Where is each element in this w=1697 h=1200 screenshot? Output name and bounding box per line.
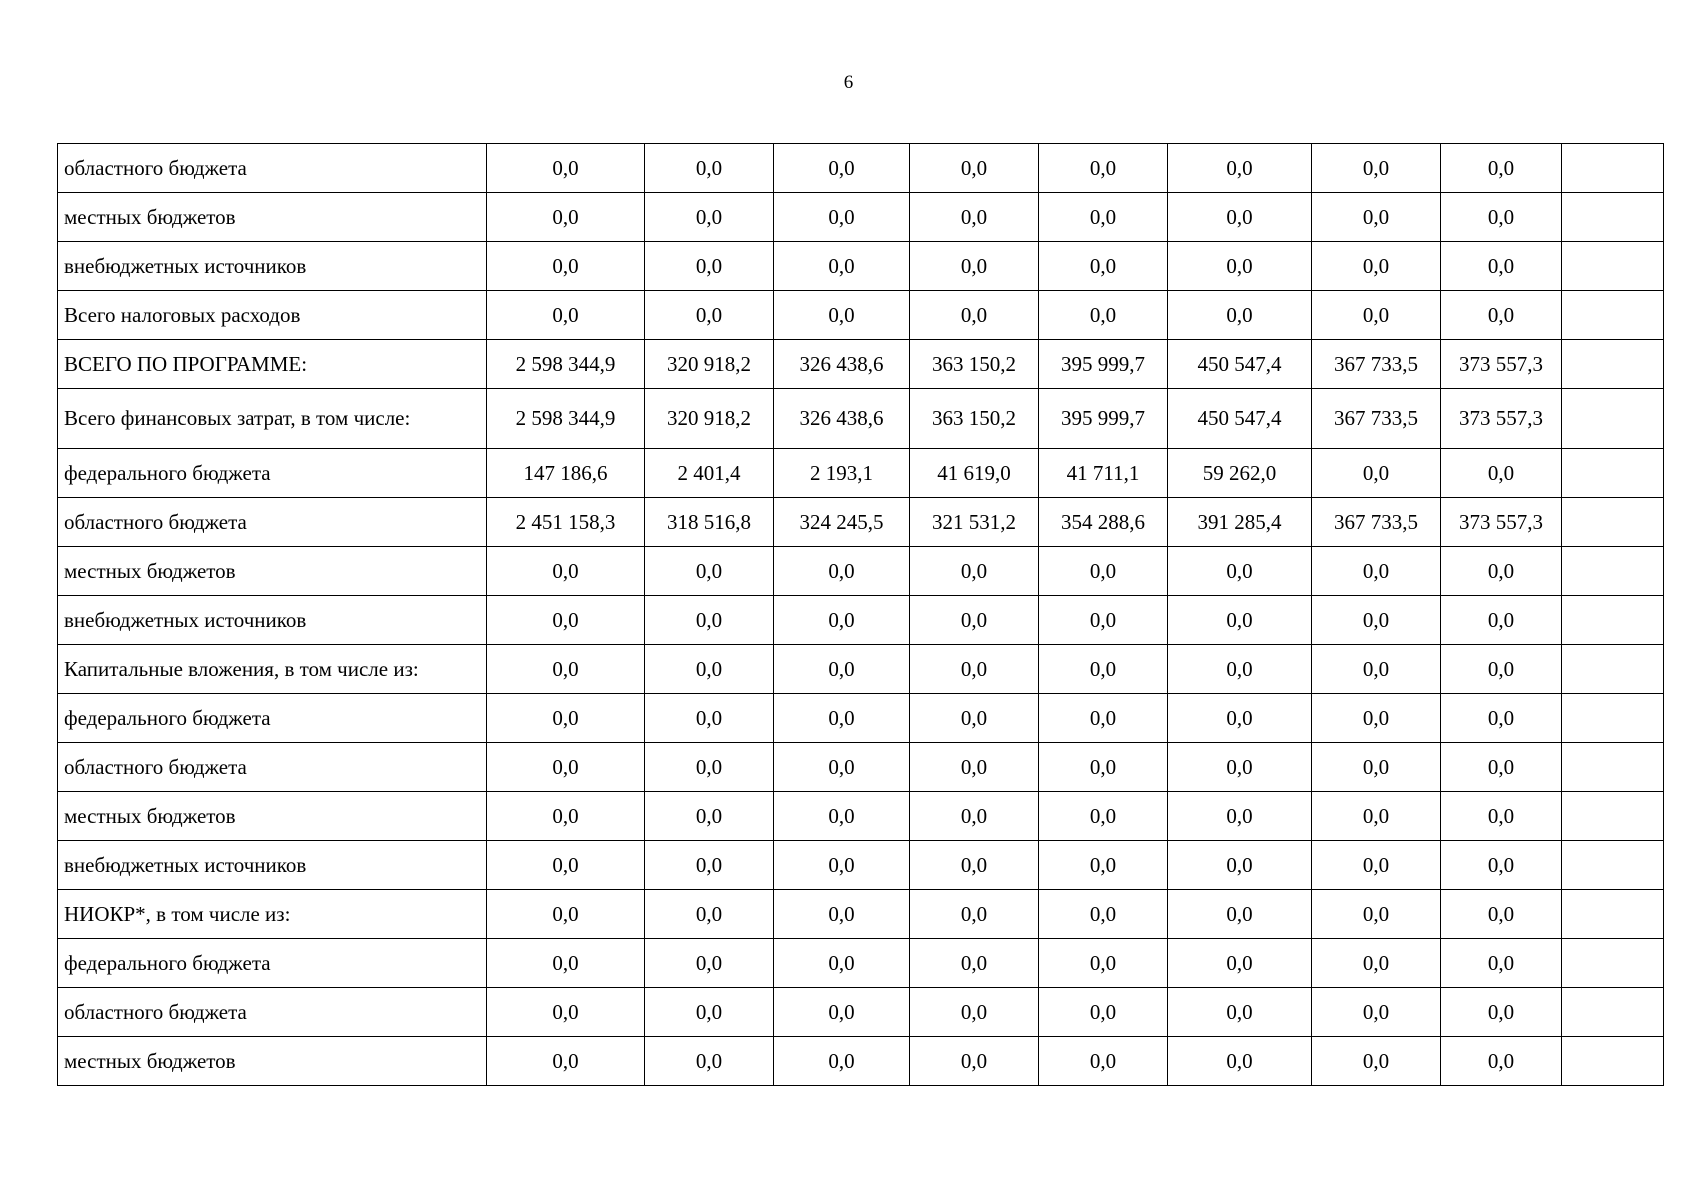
value-cell: 0,0 [774, 743, 910, 792]
funding-table [57, 143, 1664, 1086]
value-cell: 0,0 [1168, 144, 1312, 193]
value-cell: 0,0 [645, 694, 774, 743]
row-label: Всего налоговых расходов [58, 291, 487, 340]
value-cell: 0,0 [1168, 988, 1312, 1037]
value-cell: 147 186,6 [487, 449, 645, 498]
value-cell: 0,0 [645, 841, 774, 890]
value-cell: 0,0 [645, 890, 774, 939]
value-cell: 0,0 [774, 694, 910, 743]
value-cell: 0,0 [1039, 890, 1168, 939]
value-cell: 41 619,0 [910, 449, 1039, 498]
value-cell: 0,0 [1039, 547, 1168, 596]
value-cell: 0,0 [1312, 841, 1441, 890]
value-cell: 450 547,4 [1168, 340, 1312, 389]
value-cell [1562, 144, 1664, 193]
value-cell: 373 557,3 [1441, 498, 1562, 547]
row-label: местных бюджетов [58, 792, 487, 841]
table-row [58, 939, 1664, 988]
value-cell: 0,0 [910, 841, 1039, 890]
value-cell: 0,0 [1039, 193, 1168, 242]
value-cell [1562, 939, 1664, 988]
value-cell: 0,0 [774, 291, 910, 340]
value-cell: 0,0 [1039, 939, 1168, 988]
value-cell: 0,0 [910, 743, 1039, 792]
value-cell: 0,0 [1039, 144, 1168, 193]
value-cell: 0,0 [1039, 596, 1168, 645]
value-cell: 0,0 [774, 144, 910, 193]
value-cell: 0,0 [774, 792, 910, 841]
value-cell [1562, 645, 1664, 694]
value-cell: 320 918,2 [645, 340, 774, 389]
row-label: НИОКР*, в том числе из: [58, 890, 487, 939]
value-cell: 0,0 [645, 242, 774, 291]
row-label: областного бюджета [58, 144, 487, 193]
value-cell: 0,0 [487, 743, 645, 792]
value-cell: 2 598 344,9 [487, 389, 645, 449]
value-cell: 0,0 [487, 193, 645, 242]
row-label: федерального бюджета [58, 449, 487, 498]
row-label: Капитальные вложения, в том числе из: [58, 645, 487, 694]
value-cell: 0,0 [1168, 939, 1312, 988]
value-cell: 0,0 [1312, 193, 1441, 242]
row-label: федерального бюджета [58, 939, 487, 988]
value-cell: 395 999,7 [1039, 340, 1168, 389]
value-cell [1562, 694, 1664, 743]
value-cell: 0,0 [487, 547, 645, 596]
value-cell: 0,0 [1441, 743, 1562, 792]
value-cell: 0,0 [487, 242, 645, 291]
value-cell: 0,0 [1441, 645, 1562, 694]
value-cell: 0,0 [910, 242, 1039, 291]
value-cell: 0,0 [910, 792, 1039, 841]
value-cell: 0,0 [1168, 596, 1312, 645]
value-cell: 391 285,4 [1168, 498, 1312, 547]
value-cell: 0,0 [1312, 890, 1441, 939]
value-cell: 0,0 [1168, 291, 1312, 340]
table-row [58, 242, 1664, 291]
value-cell: 0,0 [645, 792, 774, 841]
value-cell: 0,0 [1312, 547, 1441, 596]
value-cell: 0,0 [1039, 1037, 1168, 1086]
value-cell: 59 262,0 [1168, 449, 1312, 498]
value-cell: 0,0 [487, 792, 645, 841]
value-cell: 0,0 [1312, 242, 1441, 291]
value-cell: 0,0 [487, 645, 645, 694]
page-number: 6 [843, 72, 854, 93]
value-cell: 0,0 [1168, 547, 1312, 596]
value-cell [1562, 547, 1664, 596]
value-cell: 2 598 344,9 [487, 340, 645, 389]
row-label: внебюджетных источников [58, 242, 487, 291]
value-cell: 0,0 [1312, 743, 1441, 792]
row-label: внебюджетных источников [58, 841, 487, 890]
value-cell: 0,0 [1441, 988, 1562, 1037]
value-cell: 41 711,1 [1039, 449, 1168, 498]
value-cell: 373 557,3 [1441, 389, 1562, 449]
value-cell: 0,0 [1168, 792, 1312, 841]
value-cell [1562, 340, 1664, 389]
value-cell: 0,0 [1441, 449, 1562, 498]
value-cell: 0,0 [1312, 291, 1441, 340]
value-cell: 0,0 [1312, 939, 1441, 988]
value-cell [1562, 291, 1664, 340]
table-row [58, 841, 1664, 890]
value-cell: 0,0 [774, 939, 910, 988]
value-cell: 0,0 [645, 193, 774, 242]
value-cell [1562, 743, 1664, 792]
value-cell: 450 547,4 [1168, 389, 1312, 449]
value-cell [1562, 498, 1664, 547]
value-cell: 0,0 [645, 291, 774, 340]
value-cell: 367 733,5 [1312, 389, 1441, 449]
value-cell: 0,0 [645, 547, 774, 596]
value-cell: 0,0 [1441, 291, 1562, 340]
row-label: федерального бюджета [58, 694, 487, 743]
table-row [58, 389, 1664, 449]
value-cell: 0,0 [1441, 1037, 1562, 1086]
value-cell: 0,0 [487, 291, 645, 340]
value-cell: 0,0 [774, 988, 910, 1037]
value-cell: 0,0 [1039, 988, 1168, 1037]
value-cell: 0,0 [1441, 242, 1562, 291]
value-cell: 0,0 [1312, 988, 1441, 1037]
value-cell: 0,0 [1312, 144, 1441, 193]
value-cell: 0,0 [1039, 645, 1168, 694]
value-cell [1562, 841, 1664, 890]
value-cell: 0,0 [910, 1037, 1039, 1086]
value-cell: 0,0 [1312, 596, 1441, 645]
value-cell: 0,0 [487, 144, 645, 193]
value-cell: 354 288,6 [1039, 498, 1168, 547]
value-cell: 0,0 [487, 939, 645, 988]
value-cell: 0,0 [645, 596, 774, 645]
value-cell: 0,0 [1312, 449, 1441, 498]
table-row [58, 596, 1664, 645]
value-cell: 0,0 [774, 547, 910, 596]
value-cell: 0,0 [774, 242, 910, 291]
value-cell: 321 531,2 [910, 498, 1039, 547]
funding-table-body [58, 144, 1664, 1086]
value-cell [1562, 389, 1664, 449]
value-cell: 0,0 [645, 988, 774, 1037]
value-cell: 0,0 [645, 939, 774, 988]
value-cell: 0,0 [487, 988, 645, 1037]
value-cell: 0,0 [487, 1037, 645, 1086]
value-cell: 0,0 [774, 596, 910, 645]
value-cell: 0,0 [645, 743, 774, 792]
table-row [58, 743, 1664, 792]
value-cell: 0,0 [645, 1037, 774, 1086]
value-cell: 0,0 [1312, 792, 1441, 841]
value-cell [1562, 193, 1664, 242]
table-row [58, 547, 1664, 596]
value-cell: 0,0 [645, 645, 774, 694]
value-cell: 0,0 [910, 694, 1039, 743]
value-cell: 0,0 [1441, 694, 1562, 743]
value-cell: 0,0 [1312, 645, 1441, 694]
table-row [58, 144, 1664, 193]
row-label: местных бюджетов [58, 547, 487, 596]
value-cell: 326 438,6 [774, 389, 910, 449]
value-cell: 0,0 [1168, 890, 1312, 939]
value-cell: 363 150,2 [910, 340, 1039, 389]
value-cell: 326 438,6 [774, 340, 910, 389]
value-cell [1562, 792, 1664, 841]
value-cell: 0,0 [1168, 743, 1312, 792]
value-cell: 0,0 [1039, 841, 1168, 890]
value-cell [1562, 242, 1664, 291]
value-cell: 0,0 [910, 988, 1039, 1037]
row-label: местных бюджетов [58, 193, 487, 242]
table-row [58, 988, 1664, 1037]
value-cell [1562, 890, 1664, 939]
row-label: областного бюджета [58, 988, 487, 1037]
value-cell: 324 245,5 [774, 498, 910, 547]
table-row [58, 340, 1664, 389]
value-cell: 363 150,2 [910, 389, 1039, 449]
value-cell: 0,0 [487, 694, 645, 743]
value-cell: 0,0 [1168, 841, 1312, 890]
value-cell: 0,0 [487, 890, 645, 939]
value-cell: 320 918,2 [645, 389, 774, 449]
value-cell: 367 733,5 [1312, 498, 1441, 547]
value-cell: 0,0 [910, 890, 1039, 939]
table-row [58, 291, 1664, 340]
value-cell: 0,0 [1168, 694, 1312, 743]
row-label: внебюджетных источников [58, 596, 487, 645]
value-cell: 0,0 [1441, 547, 1562, 596]
value-cell: 0,0 [910, 939, 1039, 988]
value-cell: 0,0 [774, 193, 910, 242]
value-cell: 2 401,4 [645, 449, 774, 498]
value-cell: 0,0 [1168, 242, 1312, 291]
table-row [58, 449, 1664, 498]
value-cell: 0,0 [1039, 242, 1168, 291]
value-cell: 0,0 [774, 841, 910, 890]
value-cell [1562, 1037, 1664, 1086]
table-row [58, 1037, 1664, 1086]
table-row [58, 498, 1664, 547]
row-label: областного бюджета [58, 498, 487, 547]
value-cell: 0,0 [1441, 841, 1562, 890]
value-cell: 373 557,3 [1441, 340, 1562, 389]
value-cell: 2 193,1 [774, 449, 910, 498]
value-cell [1562, 988, 1664, 1037]
row-label: Всего финансовых затрат, в том числе: [58, 389, 487, 449]
table-row [58, 792, 1664, 841]
value-cell: 0,0 [1039, 743, 1168, 792]
value-cell: 0,0 [1441, 792, 1562, 841]
value-cell [1562, 449, 1664, 498]
value-cell: 0,0 [1039, 792, 1168, 841]
value-cell: 0,0 [1441, 939, 1562, 988]
value-cell: 0,0 [910, 193, 1039, 242]
value-cell: 0,0 [1441, 890, 1562, 939]
value-cell: 0,0 [1441, 596, 1562, 645]
table-row [58, 694, 1664, 743]
value-cell: 0,0 [487, 841, 645, 890]
value-cell: 0,0 [910, 144, 1039, 193]
value-cell: 0,0 [1168, 193, 1312, 242]
table-row [58, 193, 1664, 242]
value-cell [1562, 596, 1664, 645]
row-label: местных бюджетов [58, 1037, 487, 1086]
value-cell: 0,0 [910, 291, 1039, 340]
value-cell: 0,0 [487, 596, 645, 645]
row-label: ВСЕГО ПО ПРОГРАММЕ: [58, 340, 487, 389]
value-cell: 0,0 [910, 645, 1039, 694]
value-cell: 0,0 [645, 144, 774, 193]
value-cell: 2 451 158,3 [487, 498, 645, 547]
value-cell: 0,0 [1168, 1037, 1312, 1086]
value-cell: 0,0 [910, 596, 1039, 645]
value-cell: 0,0 [1039, 291, 1168, 340]
value-cell: 0,0 [774, 645, 910, 694]
value-cell: 367 733,5 [1312, 340, 1441, 389]
table-row [58, 645, 1664, 694]
value-cell: 395 999,7 [1039, 389, 1168, 449]
table-row [58, 890, 1664, 939]
value-cell: 0,0 [1441, 144, 1562, 193]
value-cell: 318 516,8 [645, 498, 774, 547]
value-cell: 0,0 [1312, 694, 1441, 743]
value-cell: 0,0 [774, 890, 910, 939]
value-cell: 0,0 [774, 1037, 910, 1086]
value-cell: 0,0 [1039, 694, 1168, 743]
value-cell: 0,0 [1312, 1037, 1441, 1086]
row-label: областного бюджета [58, 743, 487, 792]
value-cell: 0,0 [1168, 645, 1312, 694]
value-cell: 0,0 [1441, 193, 1562, 242]
value-cell: 0,0 [910, 547, 1039, 596]
